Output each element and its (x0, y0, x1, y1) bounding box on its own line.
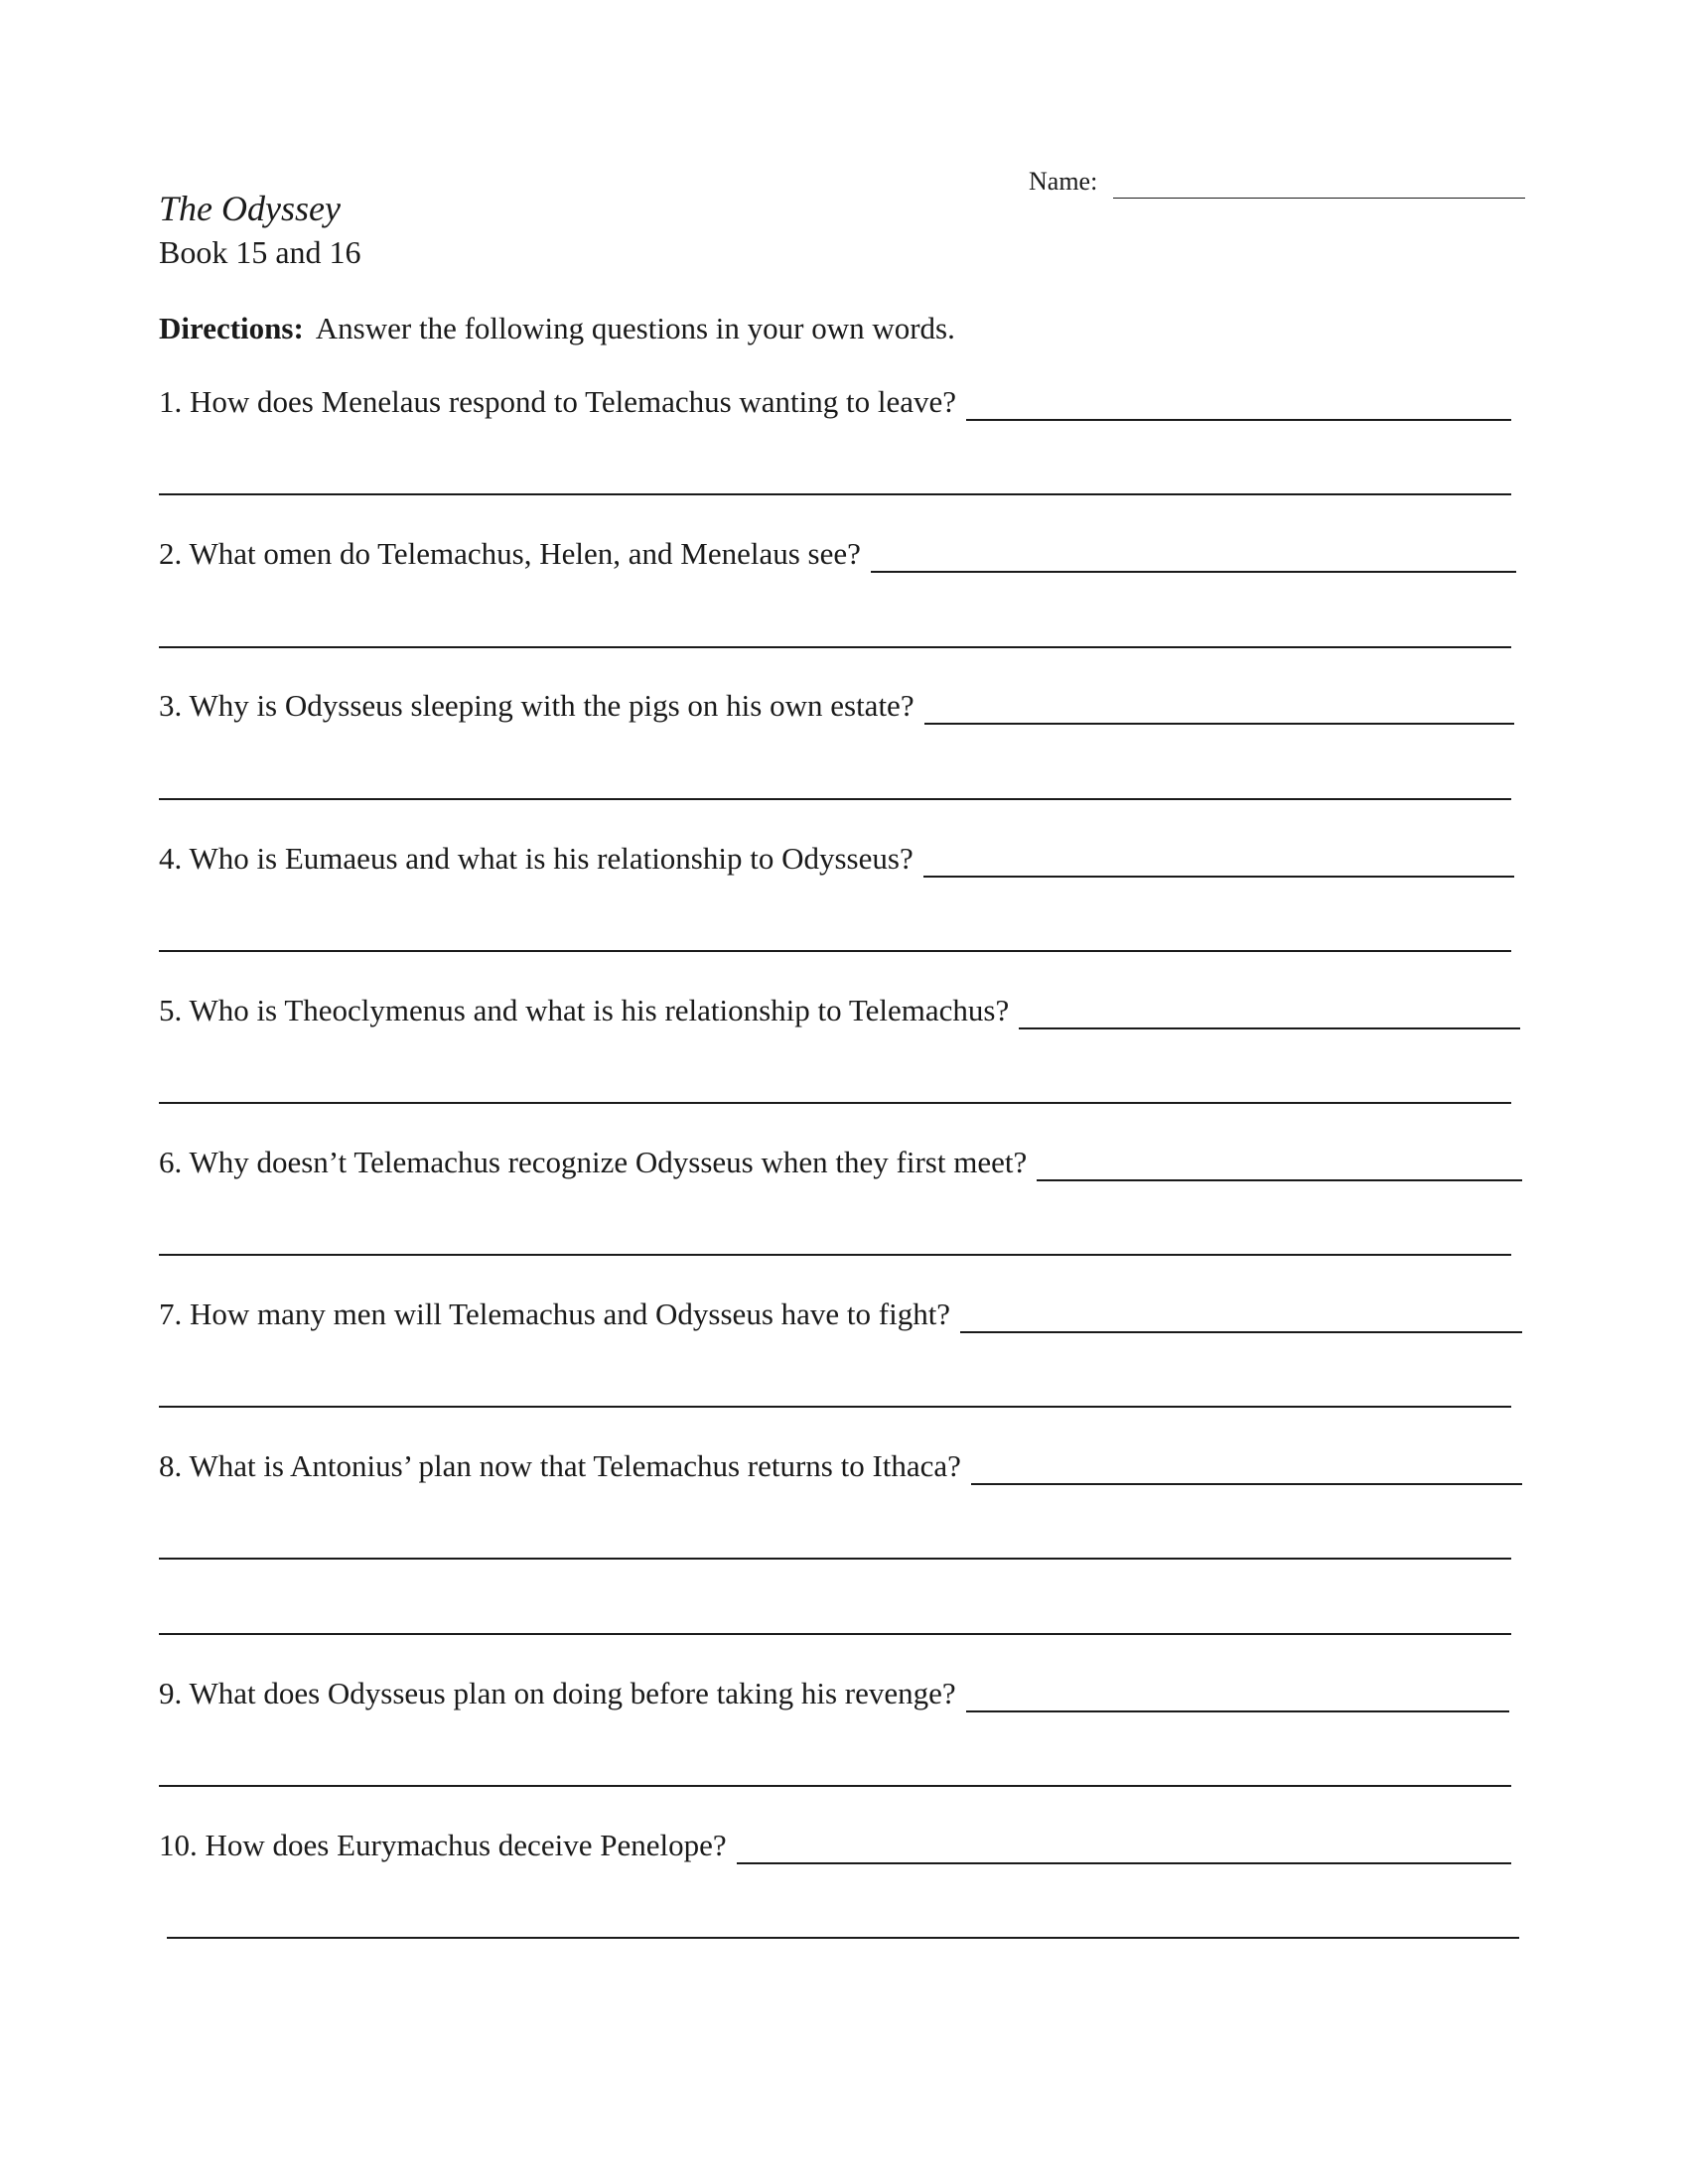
worksheet-title: The Odyssey (159, 189, 341, 228)
question-text-5: 5. Who is Theoclymenus and what is his relationship to Telemachus? (159, 993, 1010, 1027)
question-text-1: 1. How does Menelaus respond to Telemachus wanting to leave? (159, 384, 957, 419)
question-row-8 (159, 1449, 1522, 1485)
answer-line-10[interactable] (167, 1937, 1519, 1939)
directions (159, 313, 955, 343)
question-text-7: 7. How many men will Telemachus and Odysseus have to fight? (159, 1297, 951, 1331)
answer-line-8b[interactable] (159, 1633, 1511, 1635)
name-label: Name: (1029, 167, 1098, 196)
answer-line-7[interactable] (159, 1406, 1511, 1408)
worksheet-subtitle: Book 15 and 16 (159, 234, 361, 270)
answer-line-1[interactable] (159, 493, 1511, 495)
answer-line-6[interactable] (159, 1254, 1511, 1256)
answer-line-8a[interactable] (159, 1558, 1511, 1560)
answer-line-2[interactable] (159, 646, 1511, 648)
question-text-9: 9. What does Odysseus plan on doing before taking his revenge? (159, 1676, 956, 1710)
question-text-6: 6. Why doesn’t Telemachus recognize Odysseus when they first meet? (159, 1145, 1028, 1179)
answer-line-3[interactable] (159, 798, 1511, 800)
question-text-3: 3. Why is Odysseus sleeping with the pigs on his own estate? (159, 688, 914, 723)
question-row-5 (159, 994, 1520, 1029)
question-row-7 (159, 1297, 1522, 1333)
answer-line-5[interactable] (159, 1102, 1511, 1104)
name-field-row (1029, 159, 1525, 199)
question-answer-inline-7[interactable] (960, 1301, 1522, 1333)
question-row-9 (159, 1677, 1509, 1712)
directions-text: Answer the following questions in your own words. (315, 311, 955, 345)
question-row-10 (159, 1829, 1511, 1864)
question-answer-inline-1[interactable] (966, 389, 1511, 421)
question-row-3 (159, 689, 1514, 725)
question-answer-inline-10[interactable] (737, 1833, 1511, 1864)
directions-label: Directions: (159, 311, 304, 345)
question-row-2 (159, 537, 1516, 573)
question-row-6 (159, 1146, 1522, 1181)
question-answer-inline-5[interactable] (1019, 998, 1520, 1029)
answer-line-9[interactable] (159, 1785, 1511, 1787)
question-answer-inline-4[interactable] (923, 846, 1514, 878)
question-text-4: 4. Who is Eumaeus and what is his relationship to Odysseus? (159, 841, 914, 876)
question-answer-inline-6[interactable] (1037, 1150, 1522, 1181)
question-answer-inline-3[interactable] (924, 693, 1514, 725)
question-text-8: 8. What is Antonius’ plan now that Telemachus returns to Ithaca? (159, 1448, 961, 1483)
question-answer-inline-8[interactable] (971, 1453, 1522, 1485)
question-text-2: 2. What omen do Telemachus, Helen, and Menelaus see? (159, 536, 861, 571)
question-text-10: 10. How does Eurymachus deceive Penelope? (159, 1828, 727, 1862)
question-row-4 (159, 842, 1514, 878)
question-answer-inline-9[interactable] (966, 1681, 1509, 1712)
answer-line-4[interactable] (159, 950, 1511, 952)
name-input-line[interactable] (1113, 170, 1525, 199)
question-row-1 (159, 385, 1511, 421)
question-answer-inline-2[interactable] (871, 541, 1516, 573)
